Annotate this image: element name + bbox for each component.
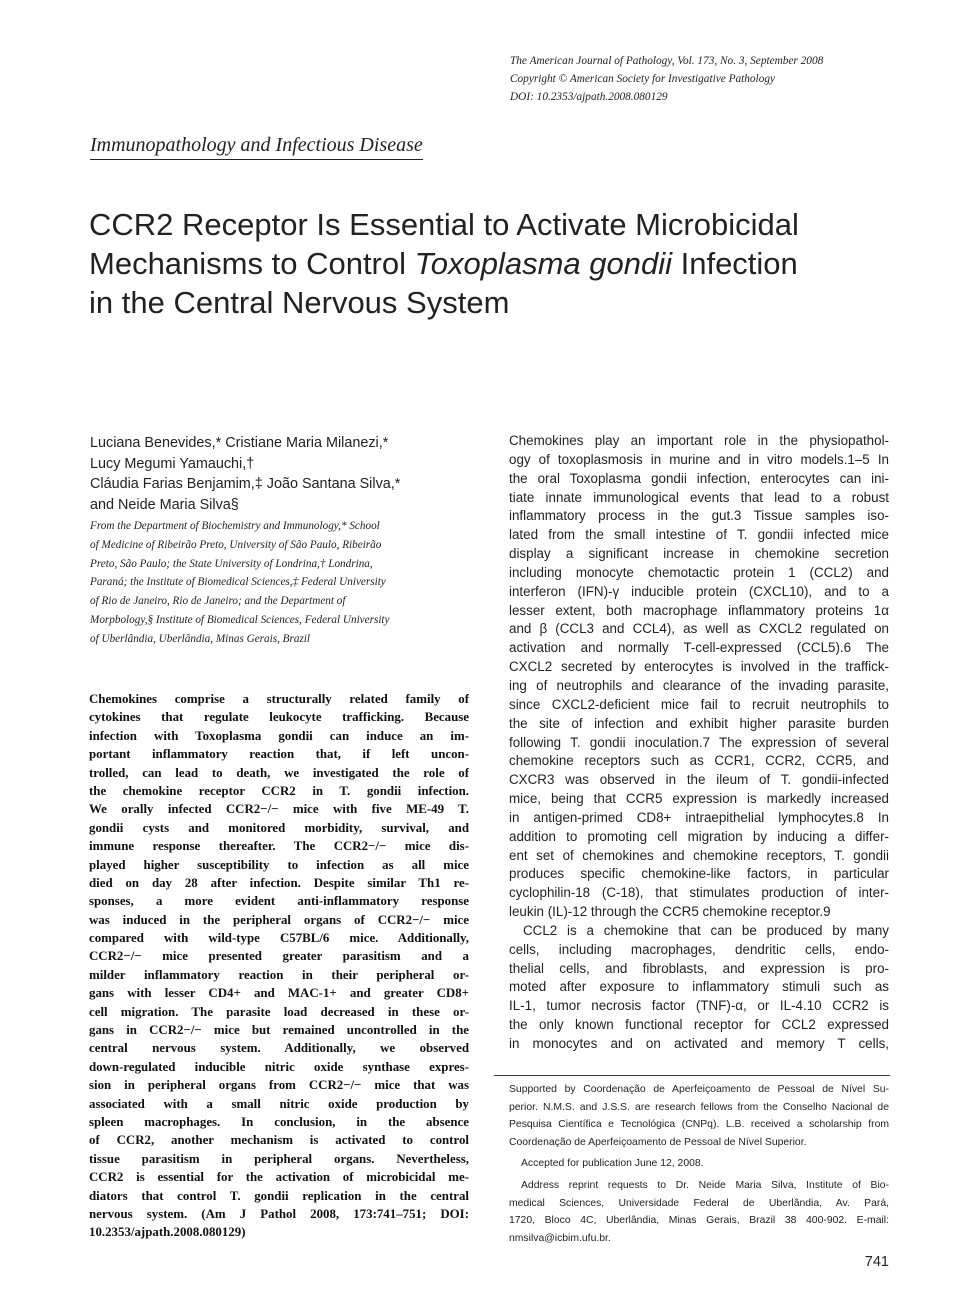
abstract-line: Chemokines comprise a structurally related family of [89,692,469,706]
title-line-2-end: Infection [671,246,798,281]
body-line: including monocyte chemotactic protein 1 (CCL2) and [509,564,889,580]
body-line: thelial cells, and fibroblasts, and expression is pro- [509,960,889,976]
abstract-line: immune response thereafter. The CCR2−/− mice dis- [89,839,469,854]
body-line: activation and normally T-cell-expressed (CCL5).6 The [509,640,889,656]
footnote-line: perior. N.M.S. and J.S.S. are research fellows from the Conselho Nacional de [509,1101,889,1113]
title-line-2 [89,244,909,283]
footnote-acceptance: Accepted for publication June 12, 2008. [521,1158,704,1170]
abstract-line: gondii cysts and monitored morbidity, survival, and [89,820,469,835]
author-line: Cláudia Farias Benjamim,‡ João Santana Silva,* [90,476,401,492]
body-line: CXCR3 was observed in the ileum of T. gondii-infected [509,772,889,788]
body-line: the site of infection and exhibit higher parasite burden [509,715,889,731]
abstract-line: sion in peripheral organs from CCR2−/− mice that was [89,1078,469,1093]
abstract-line: diators that control T. gondii replication in the central [89,1188,469,1203]
abstract-line: associated with a small nitric oxide production by [89,1096,469,1111]
abstract-line: portant inflammatory reaction that, if left uncon- [89,747,469,762]
body-line: display a significant increase in chemokine secretion [509,546,889,562]
body-line: Chemokines play an important role in the physiopathol- [509,433,889,448]
section-heading: Immunopathology and Infectious Disease [90,132,423,160]
abstract-line: gans in CCR2−/− mice but remained uncontrolled in the [89,1023,469,1038]
footnote-email: nmsilva@icbim.ufu.br. [509,1232,611,1244]
body-line: in antigen-primed CD8+ intraepithelial lymphocytes.8 In [509,809,889,825]
abstract-line: gans with lesser CD4+ and MAC-1+ and greater CD8+ [89,986,469,1001]
author-line: and Neide Maria Silva§ [90,496,239,513]
body-line: and β (CCL3 and CCL4), as well as CXCL2 regulated on [509,621,889,637]
footnote-line: 1720, Bloco 4C, Uberlândia, Minas Gerais, Brazil 38 400-902. E-mail: [509,1215,889,1227]
abstract-line: was induced in the peripheral organs of CCR2−/− mice [89,912,469,927]
affiliation-line: Paraná; the Institute of Biomedical Sciences,‡ Federal University [90,576,386,589]
body-line: interferon (IFN)-γ inducible protein (CXCL10), and to a [509,583,889,599]
abstract-line: played higher susceptibility to infection as all mice [89,857,469,872]
body-line: CCL2 is a chemokine that can be produced by many [523,922,889,938]
title-line-3: in the Central Nervous System [89,285,510,320]
body-line: tiate innate immunological events that lead to a robust [509,489,889,505]
abstract-line: cytokines that regulate leukocyte trafficking. Because [89,710,469,725]
abstract-line: the chemokine receptor CCR2 in T. gondii infection. [89,783,469,798]
abstract-line: tissue parasitism in peripheral organs. Nevertheless, [89,1151,469,1166]
affiliation-line: Morpbology,§ Institute of Biomedical Sciences, Federal University [90,613,390,626]
body-line: mice, being that CCR5 expression is markedly increased [509,791,889,807]
abstract-line: compared with wild-type C57BL/6 mice. Additionally, [89,931,469,946]
footnote-divider [494,1075,890,1076]
body-line: lated from the small intestine of T. gondii infected mice [509,527,889,543]
body-line: lesser extent, both macrophage inflammatory proteins 1α [509,602,889,618]
affiliation-line: of Medicine of Ribeirão Preto, University of São Paulo, Ribeirão [90,538,382,551]
affiliation-line: From the Department of Biochemistry and Immunology,* School [90,520,380,532]
affiliation-line: Preto, São Paulo; the State University of Londrina,† Londrina, [90,557,373,570]
journal-doi-line: DOI: 10.2353/ajpath.2008.080129 [510,91,668,103]
title-line-2-start: Mechanisms to Control [89,246,415,281]
body-line: cyclophilin-18 (C-18), that stimulates production of inter- [509,885,889,901]
abstract-line: down-regulated inducible nitric oxide synthase expres- [89,1059,469,1074]
body-line: produces specific chemokine-like factors, in particular [509,866,889,882]
abstract-line: cell migration. The parasite load decreased in these or- [89,1004,469,1019]
abstract-line: infection with Toxoplasma gondii can induce an im- [89,728,469,743]
abstract-doi-line: 10.2353/ajpath.2008.080129) [89,1225,246,1240]
footnote-line: medical Sciences, Universidade Federal de Uberlândia, Av. Pará, [509,1197,889,1209]
abstract-line: died on day 28 after infection. Despite similar Th1 re- [89,875,469,890]
journal-volume-line: The American Journal of Pathology, Vol. 173, No. 3, September 2008 [510,55,824,67]
body-text [509,432,889,1054]
author-list [90,433,470,515]
abstract-line: We orally infected CCR2−/− mice with five ME-49 T. [89,802,469,817]
footnote-line: Supported by Coordenação de Aperfeiçoamento de Pessoal de Nível Su- [509,1084,889,1095]
affiliation-line: of Uberlândia, Uberlândia, Minas Gerais, Brazil [90,632,311,645]
affiliations [90,517,470,649]
body-line: the oral Toxoplasma gondii infection, enterocytes can ini- [509,470,889,486]
footnotes [509,1081,889,1247]
body-line: addition to promoting cell migration by inducing a differ- [509,828,889,844]
page-number: 741 [864,1254,889,1270]
abstract-line: milder inflammatory reaction in their peripheral or- [89,967,469,982]
title-line-1: CCR2 Receptor Is Essential to Activate Microbicidal [89,207,799,242]
affiliation-line: of Rio de Janeiro, Rio de Janeiro; and the Department of [90,595,346,608]
body-line: the only known functional receptor for CCL2 expressed [509,1017,889,1033]
abstract-line: central nervous system. Additionally, we observed [89,1041,469,1056]
author-line: Lucy Megumi Yamauchi,† [90,455,255,472]
body-line: cells, including macrophages, dendritic cells, endo- [509,941,889,957]
footnote-line: Pesquisa Científica e Tecnológica (CNPq). L.B. received a scholarship from [509,1119,889,1131]
footnote-line: Address reprint requests to Dr. Neide Maria Silva, Institute of Bio- [521,1179,889,1191]
abstract-line: sponses, a more evident anti-inflammatory response [89,894,469,909]
abstract-line: of CCR2, another mechanism is activated to control [89,1133,469,1148]
body-line: inflammatory process in the gut.3 Tissue samples iso- [509,508,889,524]
body-line: since CXCL2-deficient mice fail to recruit neutrophils to [509,696,889,712]
journal-citation [510,52,930,106]
title-species-name: Toxoplasma gondii [414,246,672,281]
body-line: in monocytes and on activated and memory T cells, [509,1036,889,1051]
body-line: following T. gondii inoculation.7 The expression of several [509,734,889,750]
abstract-line: nervous system. (Am J Pathol 2008, 173:741–751; DOI: [89,1206,469,1221]
body-line: CXCL2 secreted by enterocytes is involved in the traffick- [509,659,889,675]
body-line: ogy of toxoplasmosis in murine and in vitro models.1–5 In [509,451,889,467]
author-line: Luciana Benevides,* Cristiane Maria Milanezi,* [90,435,389,451]
body-line: chemokine receptors such as CCR1, CCR2, CCR5, and [509,753,889,769]
body-line: IL-1, tumor necrosis factor (TNF)-α, or IL-4.10 CCR2 is [509,998,889,1014]
abstract-line: CCR2−/− mice presented greater parasitism and a [89,949,469,964]
body-line: ing of neutrophils and clearance of the invading parasite, [509,677,889,693]
journal-copyright-line: Copyright © American Society for Investigative Pathology [510,73,776,85]
body-line: moted after exposure to inflammatory stimuli such as [509,979,889,995]
abstract [89,690,469,1242]
body-line: ent set of chemokines and chemokine receptors, T. gondii [509,847,889,863]
footnote-line: Coordenação de Aperfeiçoamento de Pessoal de Nível Superior. [509,1136,807,1148]
abstract-line: trolled, can lead to death, we investigated the role of [89,765,469,780]
article-title [89,205,909,322]
body-line: leukin (IL)-12 through the CCR5 chemokine receptor.9 [509,904,831,920]
abstract-line: spleen macrophages. In conclusion, in the absence [89,1114,469,1129]
abstract-line: CCR2 is essential for the activation of microbicidal me- [89,1170,469,1185]
